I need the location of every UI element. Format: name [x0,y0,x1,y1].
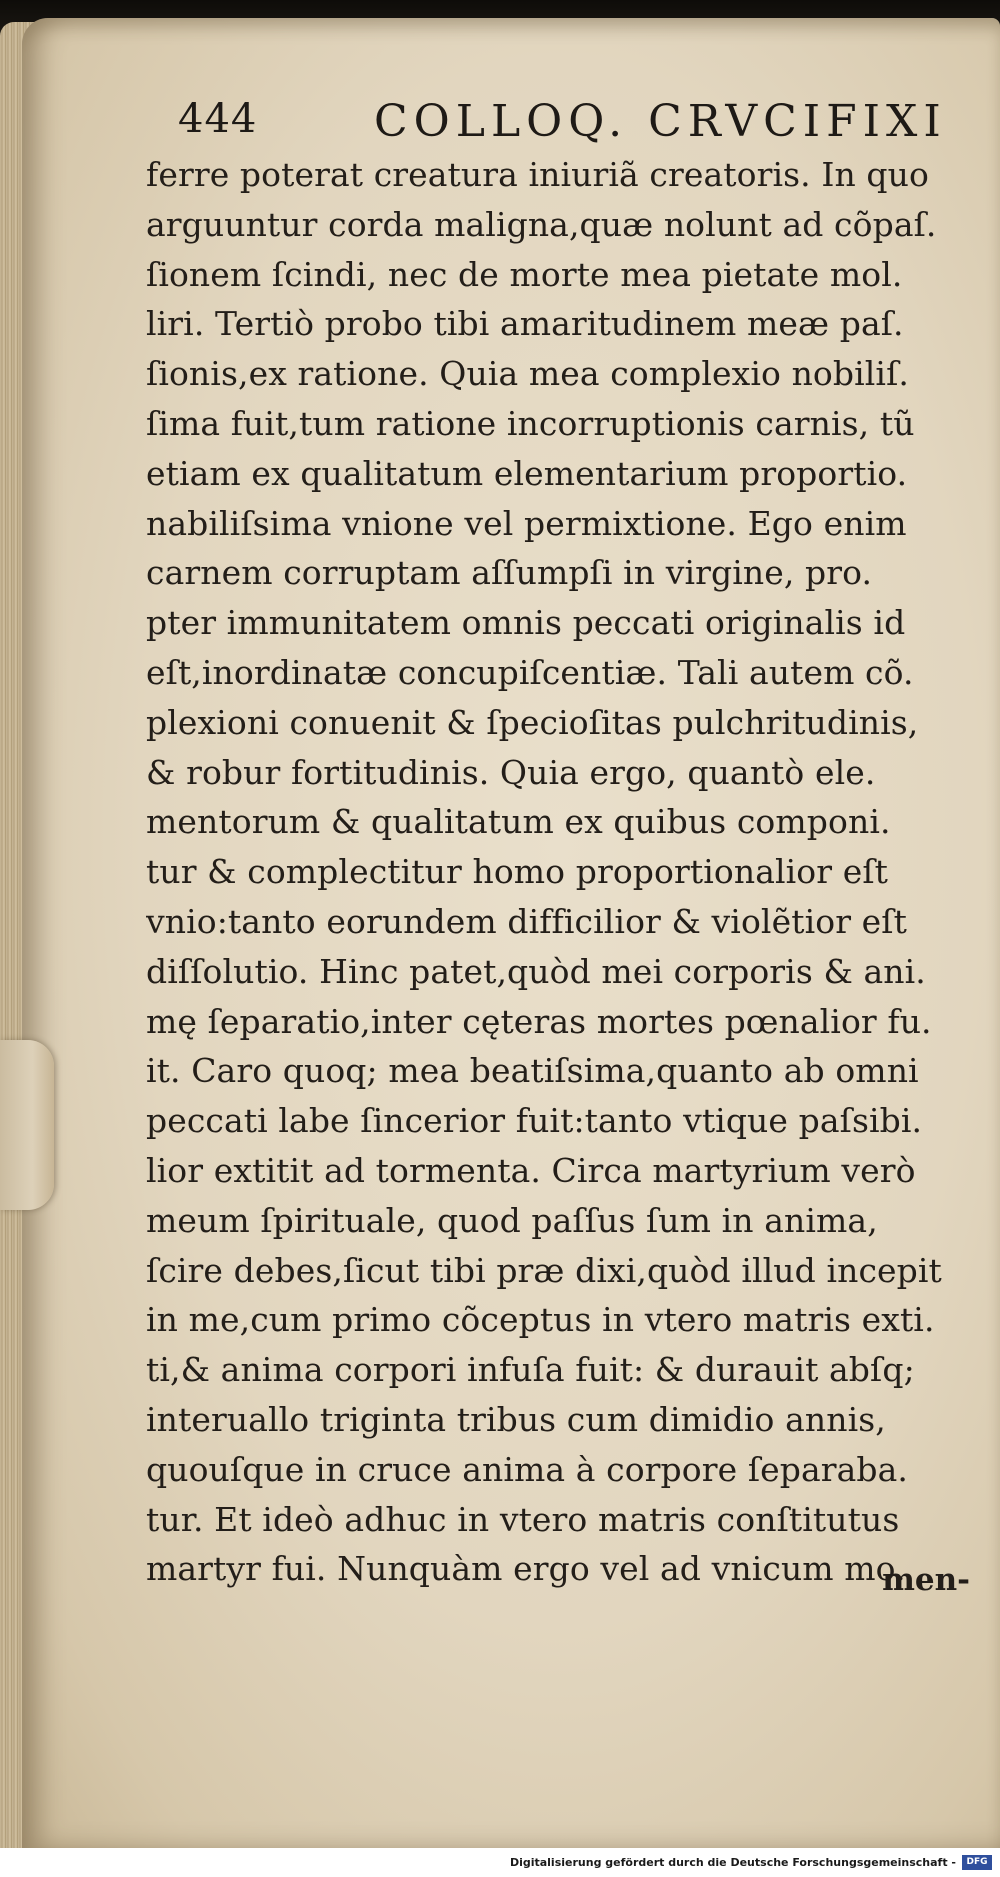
funding-credit: Digitalisierung gefördert durch die Deutsche Forschungsgemeinschaft - [509,1856,956,1869]
text-line: & robur fortitudinis. Quia ergo, quantò ele. [146,752,876,792]
text-line: interuallo triginta tribus cum dimidio annis, [146,1399,886,1439]
text-line: arguuntur corda maligna,quæ nolunt ad cõpaſ. [146,204,937,244]
text-line: mentorum & qualitatum ex quibus componi. [146,802,891,842]
text-line: martyr fui. Nunquàm ergo vel ad vnicum mo. [146,1549,906,1589]
text-line: eſt,inordinatæ concupiſcentiæ. Tali autem cõ. [146,652,914,692]
text-line: mę ſeparatio,inter cęteras mortes pœnalior fu. [146,1001,932,1041]
text-line: plexioni conuenit & ſpecioſitas pulchritudinis, [146,702,919,742]
text-line: ſionis,ex ratione. Quia mea complexio nobiliſ. [146,354,909,394]
text-line: nabiliſsima vnione vel permixtione. Ego enim [146,503,907,543]
text-line: etiam ex qualitatum elementarium proportio. [146,453,908,493]
running-head [178,96,978,156]
catchword: men- [882,1562,970,1598]
text-line: meum ſpirituale, quod paſſus ſum in anima, [146,1200,878,1240]
text-line: vnio:tanto eorundem difficilior & violẽtior eſt [146,901,907,941]
text-line: carnem corruptam aſſumpſi in virgine, pro. [146,553,873,593]
text-line: ti,& anima corpori infuſa fuit: & durauit abſq; [146,1350,915,1390]
text-line: ſima fuit,tum ratione incorruptionis carnis, tũ [146,403,915,443]
text-line: tur. Et ideò adhuc in vtero matris conſtitutus [146,1499,900,1539]
text-line: pter immunitatem omnis peccati originalis id [146,603,906,643]
text-line: diſſolutio. Hinc patet,quòd mei corporis & ani. [146,951,926,991]
text-line: quouſque in cruce anima à corpore ſeparaba. [146,1449,909,1489]
text-line: tur & complectitur homo proportionalior eſt [146,852,889,892]
text-line: ferre poterat creatura iniuriã creatoris. In quo [146,155,929,194]
text-line: peccati labe ſincerior fuit:tanto vtique paſsibi. [146,1101,923,1141]
text-line: ſionem ſcindi, nec de morte mea pietate mol. [146,254,903,294]
page-number: 444 [178,96,258,142]
text-line: liri. Tertiò probo tibi amaritudinem meæ paſ. [146,304,904,344]
text-line: in me,cum primo cõceptus in vtero matris exti. [146,1300,935,1340]
text-line: ſcire debes,ſicut tibi præ dixi,quòd illud incepit [146,1250,942,1290]
running-title: COLLOQ. CRVCIFIXI [374,96,947,147]
page-clip-tab [0,1040,54,1210]
dfg-logo: DFG [962,1855,992,1870]
text-line: it. Caro quoq; mea beatiſsima,quanto ab omni [146,1051,919,1091]
text-line: lior extitit ad tormenta. Circa martyrium verò [146,1150,916,1190]
body-text [146,150,976,1594]
